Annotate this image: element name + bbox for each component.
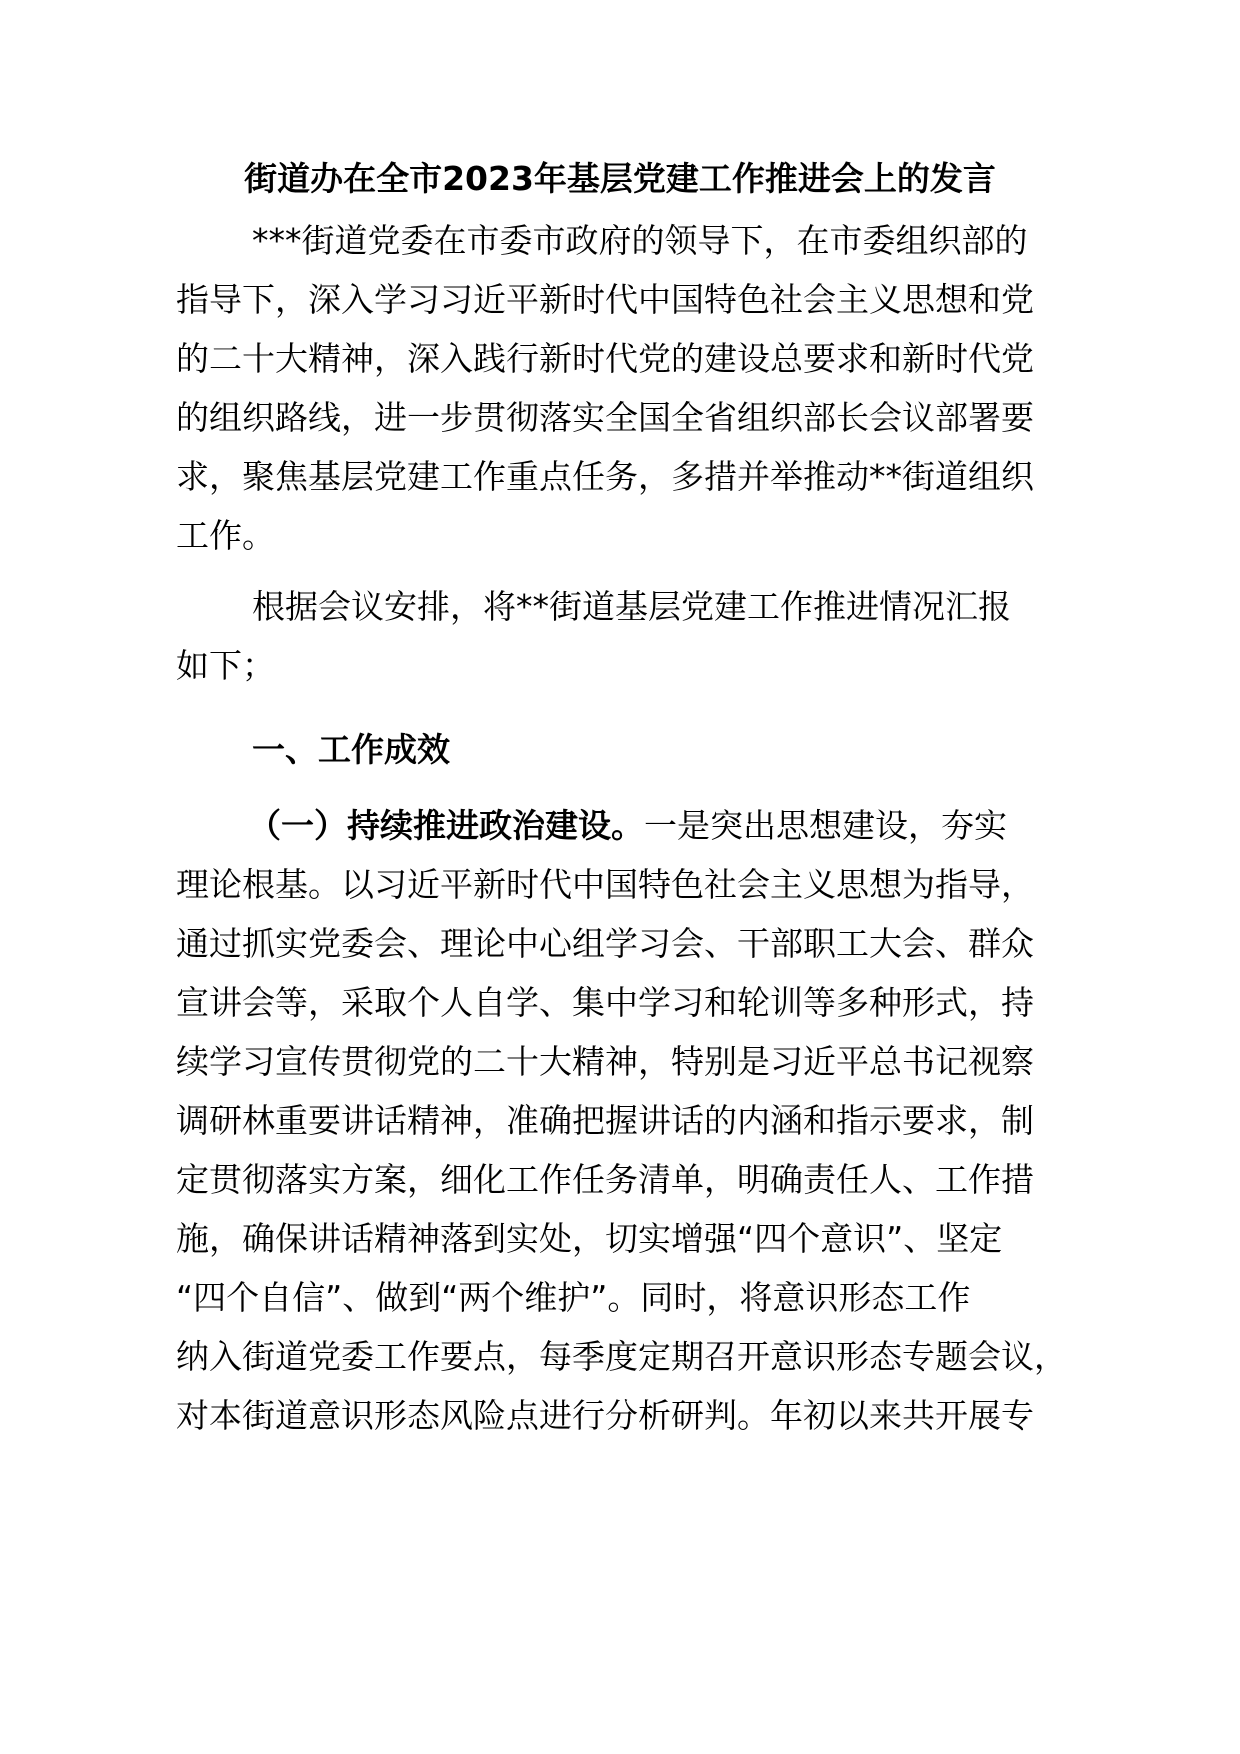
document-title: 街道办在全市2023年基层党建工作推进会上的发言: [244, 159, 996, 198]
subsection-line-5: 续学习宣传贯彻党的二十大精神，特别是习近平总书记视察: [176, 1042, 1034, 1081]
report-line-1: 根据会议安排，将**街道基层党建工作推进情况汇报: [252, 587, 1011, 626]
subsection-line-6: 调研林重要讲话精神，准确把握讲话的内涵和指示要求，制: [176, 1101, 1034, 1140]
subsection-line-3: 通过抓实党委会、理论中心组学习会、干部职工大会、群众: [176, 924, 1034, 963]
intro-line-4: 的组织路线，进一步贯彻落实全国全省组织部长会议部署要: [176, 398, 1034, 437]
subsection-line-11: 对本街道意识形态风险点进行分析研判。年初以来共开展专: [176, 1396, 1034, 1435]
subsection-line-10: 纳入街道党委工作要点，每季度定期召开意识形态专题会议，: [176, 1337, 1067, 1376]
subsection-line-2: 理论根基。以习近平新时代中国特色社会主义思想为指导，: [176, 865, 1034, 904]
section-heading: 一、工作成效: [252, 730, 450, 769]
intro-line-2: 指导下，深入学习习近平新时代中国特色社会主义思想和党: [176, 280, 1034, 319]
subsection-line-4: 宣讲会等，采取个人自学、集中学习和轮训等多种形式，持: [176, 983, 1034, 1022]
subsection-line-8: 施，确保讲话精神落到实处，切实增强“四个意识”、坚定: [176, 1219, 1003, 1258]
intro-line-6: 工作。: [176, 516, 275, 555]
subsection-first-line-rest: 一是突出思想建设，夯实: [644, 806, 1007, 845]
intro-line-5: 求，聚焦基层党建工作重点任务，多措并举推动**街道组织: [176, 457, 1034, 496]
report-line-2: 如下；: [176, 646, 275, 685]
subsection-first-line: [248, 796, 1007, 856]
intro-line-3: 的二十大精神，深入践行新时代党的建设总要求和新时代党: [176, 339, 1034, 378]
intro-line-1: ***街道党委在市委市政府的领导下，在市委组织部的: [252, 221, 1028, 260]
subsection-line-7: 定贯彻落实方案，细化工作任务清单，明确责任人、工作措: [176, 1160, 1034, 1199]
subsection-line-9: “四个自信”、做到“两个维护”。同时，将意识形态工作: [176, 1278, 971, 1317]
subsection-lead: （一）持续推进政治建设。: [248, 806, 644, 845]
